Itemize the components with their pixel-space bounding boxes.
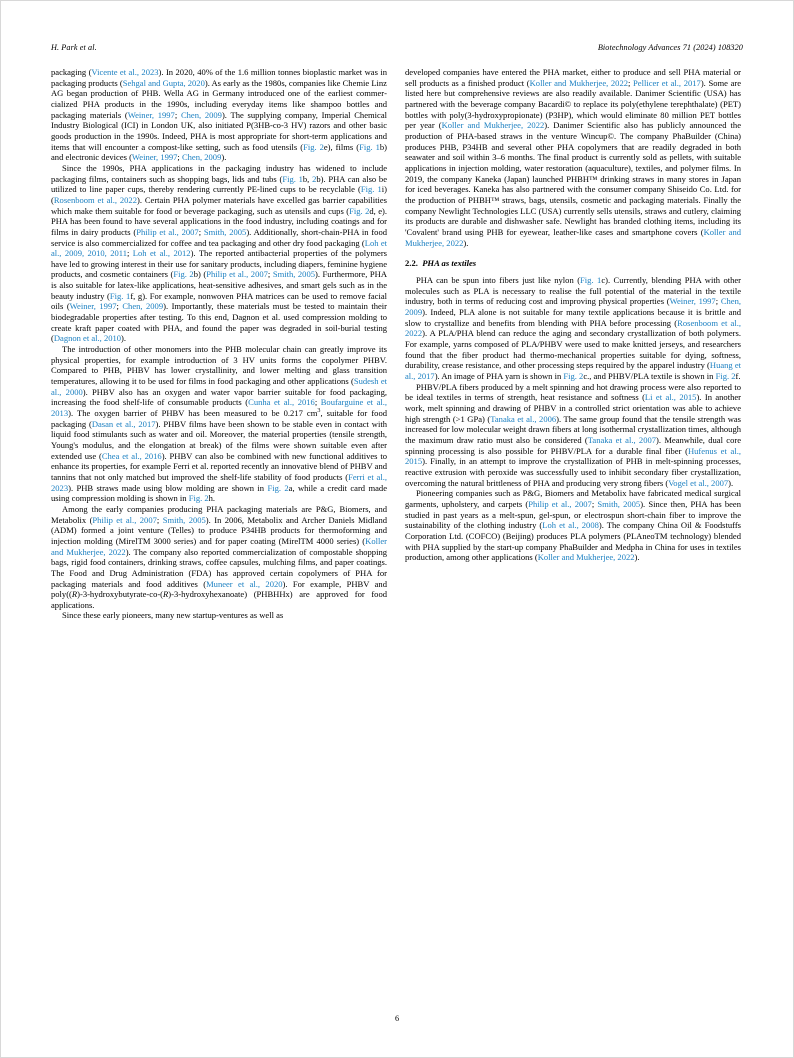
citation-link[interactable]: Chen, 2009: [405, 296, 741, 318]
citation-link[interactable]: Rosenboom et al., 2022: [53, 194, 137, 205]
citation-link[interactable]: Chea et al., 2016: [101, 450, 162, 461]
citation-link[interactable]: Loh et al., 2008: [542, 520, 599, 531]
citation-link[interactable]: Smith, 2005: [597, 498, 641, 509]
citation-link[interactable]: Smith, 2005: [162, 514, 206, 525]
page-number: 6: [394, 1014, 400, 1023]
paragraph-left-5: Since these early pioneers, many new startup-ventures as well as: [62, 610, 284, 621]
figure-ref-link[interactable]: Fig. 2: [173, 269, 194, 280]
paragraph-right-2: PHA can be spun into fibers just like nylon (Fig. 1c). Currently, blending PHA with other molecules such as PLA is necessary to realise the full potential of the material in the textile industry, both in terms of reducing cost and improving physical properties (Weiner, 1997; Chen, 2009). Indeed, PLA alone is not suitable for many textile applications because it is brittle and slow to crystallize and benefits from blending with PHA before processing (Rosenboom et al., 2022). A PLA/PHA blend can reduce the aging and secondary crystallization of both polymers. For example, yarns composed of PLA/PHBV were used to make knitted jerseys, and researchers found that the fiber product had thermo-mechanical properties suitable for dying, softness, durability, crease resistance, and other processing steps required by the apparel industry (Huang et al., 2017). An image of PHA yarn is shown in Fig. 2c., and PHBV/PLA textile is shown in Fig. 2f.: [405, 275, 742, 382]
figure-ref-link[interactable]: Fig. 1: [359, 141, 380, 152]
paragraph-left-4: Among the early companies producing PHA packaging materials are P&G, Biomers, and Metabolix (Philip et al., 2007; Smith, 2005). In 2006, Metabolix and Archer Daniels Midland (ADM) formed a joint venture (Telles) to produce P34HB products for thermoforming and injection molding (MirelTM 3000 series) and for paper coating (MirelTM 4000 series) (Koller and Mukherjee, 2022). The company also reported commercialization of compostable shopping bags, rigid food containers, drinking straws, coffee capsules, mulching films, and paper coatings. The Food and Drug Administration (FDA) has approved certain copolymers of PHA for packaging materials and food additives (Muneer et al., 2020). For example, PHBV and poly((R)-3-hydroxybutyrate-co-(R)-3-hydroxyhexanoate) (PHBHHx) are approved for food applications.: [51, 503, 387, 610]
citation-link[interactable]: Koller and Mukherjee, 2022: [441, 120, 545, 131]
right-column: [405, 67, 741, 997]
citation-link[interactable]: Hufenus et al., 2015: [405, 445, 741, 467]
citation-link[interactable]: Sehgal and Gupta, 2020: [122, 77, 205, 88]
figure-ref-link[interactable]: 2: [312, 173, 317, 184]
running-head: [51, 43, 743, 57]
paragraph-right-4: Pioneering companies such as P&G, Biomers and Metabolix have fabricated medical surgical garments, upholstery, and carpets (Philip et al., 2007; Smith, 2005). Since then, PHA has been studied in past years as a melt-spun, gel-spun, or electrospun short-chain fiber to improve the sustainability of the clothing industry (Loh et al., 2008). The company China Oil & Foodstuffs Corporation Ltd. (COFCO) (Beijing) produces PLA polymers (PLAneoTM technology) blended with PHA supplied by the start-up company PhaBuilder and Medpha in China for uses in textiles production, among other applications (Koller and Mukherjee, 2022).: [405, 488, 741, 563]
citation-link[interactable]: Smith, 2005: [272, 269, 315, 280]
section-title: PHA as textiles: [422, 258, 477, 269]
paragraph-left-2: Since the 1990s, PHA applications in the packaging industry has widened to include packaging films, containers such as shopping bags, lids and tubs (Fig. 1b, 2b). PHA can also be utilized to line paper cups, thereby rendering currently PE-lined cups to be recyclable (Fig. 1i) (Rosenboom et al., 2022). Certain PHA polymer materials have excelled gas barrier capabilities which make them suitable for food or beverage packaging, such as utensils and cups (Fig. 2d, e). PHA has been found to have several applications in the food industry, including coatings and for films in dairy products (Philip et al., 2007; Smith, 2005). Additionally, short-chain-PHA in food service is also commercialized for coffee and tea packaging and other dry food packaging (Loh et al., 2009, 2010, 2011; Loh et al., 2012). The reported antibacterial properties of the polymers have led to growing interest in their use for sanitary products, including diapers, feminine hygiene products, and cosmetic containers (Fig. 2b) (Philip et al., 2007; Smith, 2005). Furthermore, PHA is also suitable for latex-like applications, heat-sensitive adhesives, and smart gels such as in the beauty industry (Fig. 1f, g). For example, nonwoven PHA matrices can be used to remove facial oils (Weiner, 1997; Chen, 2009). Importantly, these materials must be tested to maintain their biodegradable properties after testing. To this end, Dagnon et al. used compression molding to create kraft paper coated with PHA, and found the paper was degraded in soil-burial testing (Dagnon et al., 2010).: [51, 162, 388, 344]
citation-link[interactable]: Weiner, 1997: [127, 109, 175, 120]
citation-link[interactable]: Loh et al., 2012: [132, 248, 191, 259]
citation-link[interactable]: Vogel et al., 2007: [668, 477, 729, 488]
page-footer: [1, 1014, 793, 1023]
figure-ref-link[interactable]: Fig. 2: [267, 482, 289, 493]
figure-ref-link[interactable]: Fig. 2: [188, 493, 209, 504]
citation-link[interactable]: Koller and Mukherjee, 2022: [529, 77, 629, 88]
citation-link[interactable]: Dagnon et al., 2010: [53, 333, 122, 344]
figure-ref-link[interactable]: Fig. 2: [303, 141, 324, 152]
figure-ref-link[interactable]: Fig. 2: [349, 205, 370, 216]
citation-link[interactable]: Weiner, 1997: [131, 152, 178, 163]
figure-ref-link[interactable]: Fig. 1: [360, 184, 382, 195]
citation-link[interactable]: Li et al., 2015: [644, 392, 697, 403]
paragraph-left-1: packaging (Vicente et al., 2023). In 2020, 40% of the 1.6 million tonnes bioplastic market was in packaging products (Sehgal and Gupta, 2020). As early as the 1980s, companies like Chemie Linz AG began production of PHB. Wella AG in Germany introduced one of the earliest commercialized PHA products in the 1990s, including everyday items like shampoo bottles and packaging materials (Weiner, 1997; Chen, 2009). The supplying company, Imperial Chemical Industry Biological (ICI) in London UK, also initiated P(3HB-co-3 HV) razors and other basic goods production in the 1990s. Indeed, PHA is most appropriate for short-term applications and items that will encounter a compost-like setting, such as food utensils (Fig. 2e), films (Fig. 1b) and electronic devices (Weiner, 1997; Chen, 2009).: [51, 67, 388, 163]
citation-link[interactable]: Huang et al., 2017: [405, 360, 742, 382]
citation-link[interactable]: Boufarguine et al., 2013: [51, 397, 388, 418]
citation-link[interactable]: Tanaka et al., 2007: [587, 435, 657, 445]
citation-link[interactable]: Rosenboom et al., 2022: [405, 317, 741, 339]
citation-link[interactable]: Philip et al., 2007: [528, 498, 592, 509]
citation-link[interactable]: Muneer et al., 2020: [206, 578, 283, 589]
citation-link[interactable]: Smith, 2005: [203, 226, 247, 237]
citation-link[interactable]: Philip et al., 2007: [206, 269, 268, 280]
citation-link[interactable]: Chen, 2009: [181, 152, 222, 163]
citation-link[interactable]: Koller and Mukherjee, 2022: [51, 535, 387, 557]
paragraph-right-1: developed companies have entered the PHA market, either to produce and sell PHA material or sell products as a finished product (Koller and Mukherjee, 2022; Pellicer et al., 2017). Some are listed here but comprehensive reviews are also readily available. Danimer Scientific (USA) has partnered with the beverage company Bacardi© to replace its poly(ethylene terephthalate) (PET) bottles with poly(3-hydroxypropionate) (P3HP), which would eliminate 80 million PET bottles per year (Koller and Mukherjee, 2022). Danimer Scientific also has publicly announced the production of PHA-based straws in the venture Wincup©. The company PhaBuilder (China) produces PHB, P34HB and several other PHA copolymers that are readily degraded in both seawater and soil within 3–6 months. The final product is currently sold as pellets, with suitable applications in injection molding, water restoration (aquaculture), textiles, and polymer films. In 2019, the company Kaneka (Japan) launched PHBH™ drinking straws in many stores in Japan for iced beverages. Kaneka has also partnered with the consumer company Shiseido Co. Ltd. for the production of PHBH™ straws, bags, utensils, cosmetic and packaging materials. Finally the company Newlight Technologies LLC (USA) currently sells utensils, straws and cutlery, claiming its products are durable and dishwasher safe. Newlight has branded clothing items, including its 'Covalent' brand using PHB for eyewear, leather-like cases and smartphone covers (Koller and Mukherjee, 2022).: [405, 67, 741, 248]
figure-ref-link[interactable]: Fig. 2: [715, 371, 736, 382]
section-heading: [405, 258, 741, 268]
figure-ref-link[interactable]: Fig. 2: [563, 371, 584, 382]
citation-link[interactable]: Vicente et al., 2023: [91, 67, 159, 77]
citation-link[interactable]: Sudesh et al., 2000: [51, 376, 388, 397]
figure-ref-link[interactable]: Fig. 1: [109, 290, 131, 301]
citation-link[interactable]: Dasan et al., 2017: [91, 418, 156, 429]
section-number: 2.2.: [405, 258, 418, 269]
citation-link[interactable]: Weiner, 1997: [669, 296, 716, 307]
citation-link[interactable]: Ferri et al., 2023: [51, 471, 387, 493]
citation-link[interactable]: Koller and Mukherjee, 2022: [537, 552, 635, 563]
citation-link[interactable]: Tanaka et al., 2006: [490, 413, 557, 424]
citation-link[interactable]: Weiner, 1997: [69, 301, 117, 312]
running-head-journal: Biotechnology Advances 71 (2024) 108320: [597, 43, 743, 52]
running-head-authors: H. Park et al.: [51, 43, 97, 52]
citation-link[interactable]: Koller and Mukherjee, 2022: [405, 226, 741, 248]
citation-link[interactable]: Cunha et al., 2016: [248, 397, 315, 408]
citation-link[interactable]: Pellicer et al., 2017: [633, 77, 701, 88]
two-column-body: [51, 67, 743, 997]
figure-ref-link[interactable]: Fig. 1: [282, 173, 303, 184]
figure-ref-link[interactable]: Fig. 1: [580, 275, 602, 286]
citation-link[interactable]: Chen, 2009: [180, 109, 222, 120]
paragraph-right-3: PHBV/PLA fibers produced by a melt spinning and hot drawing process were also reported to be ideal textiles in terms of strength, heat resistance and softness (Li et al., 2015). In another work, melt spinning and drawing of PHBV in a controlled strict orientation was able to achieve high strength (>1 GPa) (Tanaka et al., 2006). The same group found that the tensile strength was increased for low molecular weight drawn fibers at long isothermal crystallization times, although the maximum draw ratio must also be considered (Tanaka et al., 2007). Meanwhile, dual core spinning processing is also possible for PHBV/PLA for a durable final fiber (Hufenus et al., 2015). Finally, in an attempt to improve the crystallization of PHB in melt-spinning processes, reactive extrusion with peroxide was successfully used to inhibit secondary fiber crystallization, overcoming the natural brittleness of PHA and producing very strong fibers (Vogel et al., 2007).: [405, 381, 741, 488]
citation-link[interactable]: Philip et al., 2007: [92, 514, 157, 525]
paragraph-left-3: The introduction of other monomers into the PHB molecular chain can greatly improve its physical properties, for example introduction of 3 HV units forms the copolymer PHBV. Compared to PHB, PHBV has lower crystallinity, and lower melting and glass transition temperatures, allowing it to be used for films in food packaging and other applications (Sudesh et al., 2000). PHBV also has an oxygen and water vapor barrier suitable for food packaging, increasing the food shelf-life of consumable products (Cunha et al., 2016; Boufarguine et al., 2013). The oxygen barrier of PHBV has been measured to be 0.217 $cm^3$, suitable for food packaging (Dasan et al., 2017). PHBV films have been shown to be stable even in contact with liquid food stimulants such as water and oil. Moreover, the material properties (tensile strength, Young's modulus, and the elongation at break) of the films were shown suitable even after extended use (Chea et al., 2016). PHBV can also be combined with new functional additives to enhance its properties, for example Ferri et al. reported recently an innovative blend of PHBV and tannins that not only matched but improved the shelf-life stability of food products (Ferri et al., 2023). PHB straws made using blow molding are shown in Fig. 2a, while a credit card made using compression molding is shown in Fig. 2h.: [51, 344, 388, 504]
citation-link[interactable]: Philip et al., 2007: [136, 226, 199, 237]
citation-link[interactable]: Chen, 2009: [122, 301, 164, 312]
citation-link[interactable]: Loh et al., 2009, 2010, 2011: [51, 237, 388, 259]
left-column: [51, 67, 387, 997]
